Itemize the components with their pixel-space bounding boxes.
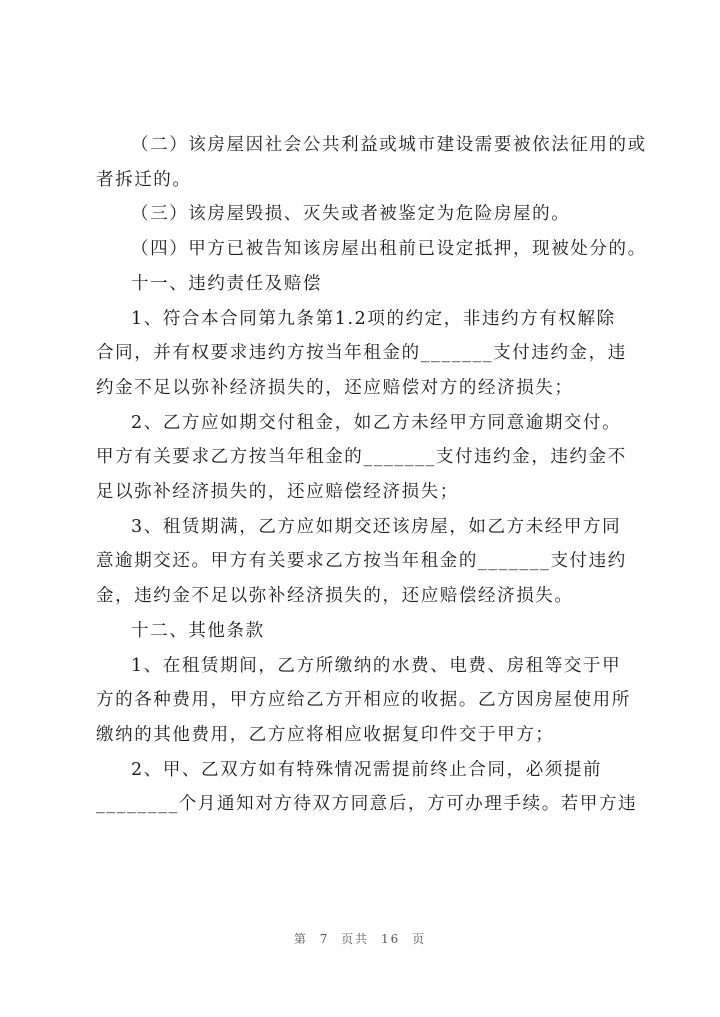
text-line: 2、乙方应如期交付租金，如乙方未经甲方同意逾期交付。	[131, 412, 622, 433]
clause-paragraph	[96, 406, 636, 510]
page-footer	[0, 930, 720, 947]
clause-paragraph	[96, 232, 647, 267]
clause-paragraph	[96, 510, 636, 614]
text-line: （二）该房屋因社会公共利益或城市建设需要被依法征用的或	[131, 135, 647, 155]
text-line: 3、租赁期满，乙方应如期交还该房屋，如乙方未经甲方同	[131, 516, 622, 537]
text-line: 金，违约金不足以弥补经济损失的，还应赔偿经济损失。	[96, 586, 574, 607]
text-line: 合同，并有权要求违约方按当年租金的_______支付违约金，违	[96, 343, 627, 364]
page-label-suffix: 页	[412, 932, 427, 946]
section-heading-text: 十一、违约责任及赔偿	[131, 273, 322, 294]
page-label-mid: 页共	[341, 932, 370, 946]
text-line: ________个月通知对方待双方同意后，方可办理手续。若甲方违	[96, 794, 638, 815]
text-line: 者拆迁的。	[96, 169, 192, 190]
text-line: 甲方有关要求乙方按当年租金的_______支付违约金，违约金不	[96, 447, 627, 468]
text-line: 2、甲、乙双方如有特殊情况需提前终止合同，必须提前	[131, 759, 603, 780]
clause-paragraph	[96, 649, 636, 753]
text-line: （三）该房屋毁损、灭失或者被鉴定为危险房屋的。	[131, 204, 571, 225]
document-body	[96, 128, 647, 822]
clause-paragraph	[96, 197, 636, 232]
total-pages-number: 16	[381, 932, 401, 946]
text-line: 缴纳的其他费用，乙方应将相应收据复印件交于甲方；	[96, 724, 555, 745]
clause-paragraph	[96, 128, 647, 197]
clause-paragraph	[96, 753, 636, 822]
section-heading	[96, 614, 636, 649]
section-heading	[96, 267, 636, 302]
text-line: 1、在租赁期间，乙方所缴纳的水费、电费、房租等交于甲	[131, 655, 622, 676]
text-line: 足以弥补经济损失的，还应赔偿经济损失；	[96, 482, 459, 503]
current-page-number: 7	[319, 932, 330, 946]
text-line: 方的各种费用，甲方应给乙方开相应的收据。乙方因房屋使用所	[96, 690, 631, 711]
text-line: 约金不足以弥补经济损失的，还应赔偿对方的经济损失；	[96, 377, 574, 398]
clause-paragraph	[96, 302, 636, 406]
section-heading-text: 十二、其他条款	[131, 620, 265, 641]
text-line: （四）甲方已被告知该房屋出租前已设定抵押，现被处分的。	[131, 239, 647, 260]
text-line: 1、符合本合同第九条第1.2项的约定，非违约方有权解除	[131, 308, 616, 329]
page-label-prefix: 第	[293, 932, 308, 946]
text-line: 意逾期交还。甲方有关要求乙方按当年租金的_______支付违约	[96, 551, 627, 572]
